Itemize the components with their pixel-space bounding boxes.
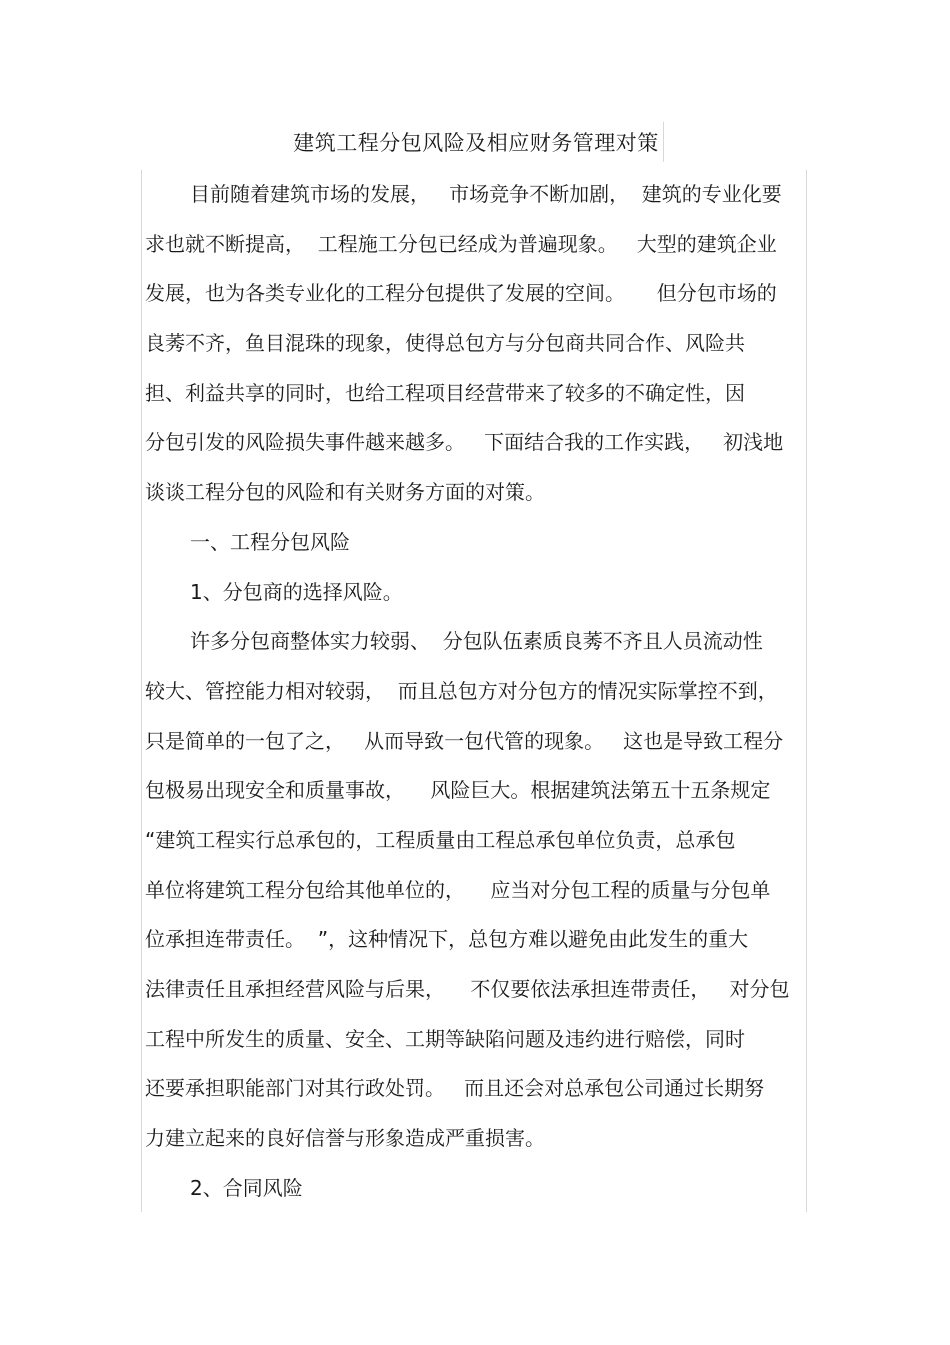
text-line: 分包引发的风险损失事件越来越多。 下面结合我的工作实践， 初浅地 <box>145 430 784 455</box>
text-line: 发展，也为各类专业化的工程分包提供了发展的空间。 但分包市场的 <box>145 281 777 306</box>
text-line: 只是简单的一包了之， 从而导致一包代管的现象。 这也是导致工程分 <box>145 728 784 753</box>
text-line: 还要承担职能部门对其行政处罚。 而且还会对总承包公司通过长期努 <box>145 1076 765 1101</box>
text-line: 1、分包商的选择风险。 <box>190 579 403 604</box>
text-line: 法律责任且承担经营风险与后果， 不仅要依法承担连带责任， 对分包 <box>145 977 790 1001</box>
text-line: 较大、管控能力相对较弱， 而且总包方对分包方的情况实际掌控不到， <box>145 678 778 703</box>
text-line: 目前随着建筑市场的发展， 市场竞争不断加剧， 建筑的专业化要 <box>190 182 782 206</box>
text-line: 2、合同风险 <box>190 1175 303 1200</box>
text-line: 位承担连带责任。 ”，这种情况下，总包方难以避免由此发生的重大 <box>145 927 749 952</box>
text-line: 工程中所发生的质量、安全、工期等缺陷问题及违约进行赔偿，同时 <box>145 1026 745 1051</box>
text-line: 谈谈工程分包的风险和有关财务方面的对策。 <box>145 480 545 505</box>
frame-line <box>141 170 142 1212</box>
text-line: 良莠不齐，鱼目混珠的现象，使得总包方与分包商共同合作、风险共 <box>145 331 745 356</box>
text-line: 求也就不断提高， 工程施工分包已经成为普遍现象。 大型的建筑企业 <box>145 231 777 256</box>
text-line: 许多分包商整体实力较弱、 分包队伍素质良莠不齐且人员流动性 <box>190 629 763 654</box>
text-line: 单位将建筑工程分包给其他单位的， 应当对分包工程的质量与分包单 <box>145 877 771 902</box>
document-body <box>145 170 810 1213</box>
document-title-text: 建筑工程分包风险及相应财务管理对策 <box>293 131 659 155</box>
document-title <box>0 128 950 158</box>
text-line: 担、利益共享的同时，也给工程项目经营带来了较多的不确定性，因 <box>145 380 745 405</box>
text-line: “建筑工程实行总承包的，工程质量由工程总承包单位负责，总承包 <box>145 827 736 852</box>
text-line: 包极易出现安全和质量事故， 风险巨大。根据建筑法第五十五条规定 <box>145 778 771 803</box>
text-line: 一、工程分包风险 <box>190 529 350 554</box>
text-line: 力建立起来的良好信誉与形象造成严重损害。 <box>145 1126 545 1151</box>
